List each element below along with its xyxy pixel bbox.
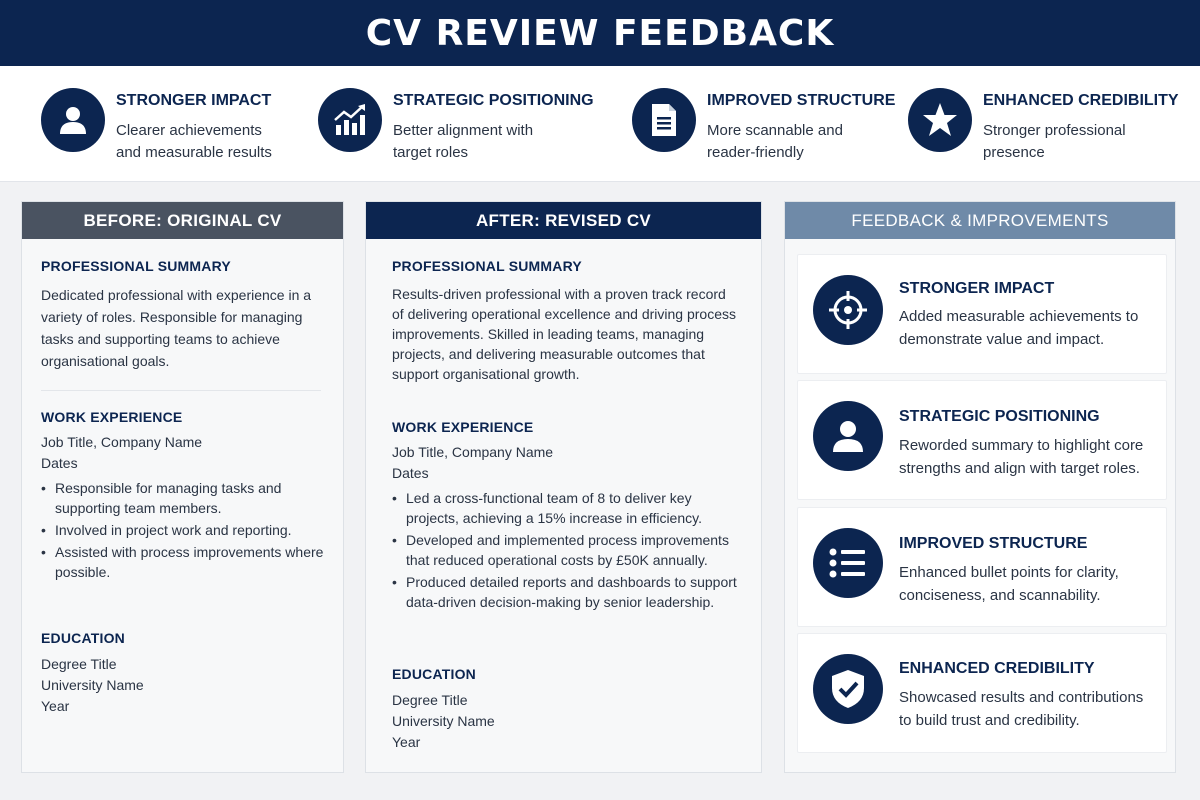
before-work-section	[41, 409, 327, 584]
feedback-desc: Enhanced bullet points for clarity, conciseness, and scannability.	[899, 564, 1119, 604]
page-title: CV REVIEW FEEDBACK	[365, 12, 835, 54]
highlight-desc: Stronger professional presence	[983, 122, 1126, 161]
highlight-title: IMPROVED STRUCTURE	[707, 92, 896, 109]
summary-text: Dedicated professional with experience in a variety of roles. Responsible for managing tasks and supporting teams to achieve organisational goals.	[41, 287, 312, 369]
degree-line: Degree Title	[41, 656, 117, 672]
dates-line: Dates	[392, 465, 429, 481]
year-line: Year	[392, 734, 421, 750]
highlight-title: STRATEGIC POSITIONING	[393, 92, 594, 109]
experience-bullets	[392, 488, 739, 612]
after-summary-section	[392, 258, 739, 384]
feedback-title: STRONGER IMPACT	[899, 280, 1055, 297]
feedback-desc: Added measurable achievements to demonstrate value and impact.	[899, 308, 1139, 348]
job-line: Job Title, Company Name	[41, 434, 203, 450]
before-panel	[21, 201, 344, 773]
feedback-heading: FEEDBACK & IMPROVEMENTS	[785, 202, 1175, 239]
document-icon	[632, 88, 696, 152]
feedback-panel	[784, 201, 1176, 773]
title-banner	[0, 0, 1200, 66]
divider	[41, 390, 321, 391]
feedback-item-strategic-positioning	[797, 380, 1167, 500]
bullet-item: • Produced detailed reports and dashboards to support data-driven decision-making by senior leadership.	[392, 572, 739, 612]
feedback-item-enhanced-credibility	[797, 633, 1167, 753]
before-heading: BEFORE: ORIGINAL CV	[22, 202, 343, 239]
dates-line: Dates	[41, 455, 78, 471]
feedback-item-stronger-impact	[797, 254, 1167, 374]
experience-bullets	[41, 478, 327, 582]
list-icon	[813, 528, 883, 598]
feedback-title: IMPROVED STRUCTURE	[899, 535, 1088, 552]
growth-chart-icon	[318, 88, 382, 152]
university-line: University Name	[392, 713, 495, 729]
bullet-item: • Led a cross-functional team of 8 to deliver key projects, achieving a 15% increase in efficiency.	[392, 488, 739, 528]
section-title: PROFESSIONAL SUMMARY	[392, 258, 582, 274]
year-line: Year	[41, 698, 70, 714]
before-summary-section	[41, 258, 327, 372]
highlight-desc: More scannable and reader-friendly	[707, 122, 843, 161]
after-education-section	[392, 666, 739, 753]
section-title: WORK EXPERIENCE	[392, 419, 534, 435]
section-title: EDUCATION	[41, 630, 125, 646]
feedback-desc: Reworded summary to highlight core strengths and align with target roles.	[899, 437, 1144, 477]
highlight-desc: Better alignment with target roles	[393, 122, 534, 161]
highlight-desc: Clearer achievements and measurable results	[116, 122, 272, 161]
person-icon	[813, 401, 883, 471]
after-panel	[365, 201, 762, 773]
after-heading: AFTER: REVISED CV	[366, 202, 761, 239]
feedback-title: ENHANCED CREDIBILITY	[899, 660, 1095, 677]
feedback-item-improved-structure	[797, 507, 1167, 627]
job-line: Job Title, Company Name	[392, 444, 554, 460]
feedback-desc: Showcased results and contributions to build trust and credibility.	[899, 689, 1144, 729]
shield-check-icon	[813, 654, 883, 724]
person-icon	[41, 88, 105, 152]
highlight-title: ENHANCED CREDIBILITY	[983, 92, 1179, 109]
before-education-section	[41, 630, 327, 717]
star-icon	[908, 88, 972, 152]
feedback-title: STRATEGIC POSITIONING	[899, 408, 1100, 425]
summary-text: Results-driven professional with a proven track record of delivering operational excellence and driving process improvements. Skilled in leading teams, managing projects, and delivering measurable outcomes that support organisational growth.	[392, 286, 736, 382]
bullet-item: • Involved in project work and reporting.	[41, 520, 327, 540]
university-line: University Name	[41, 677, 144, 693]
section-title: WORK EXPERIENCE	[41, 409, 183, 425]
section-title: EDUCATION	[392, 666, 476, 682]
degree-line: Degree Title	[392, 692, 468, 708]
target-icon	[813, 275, 883, 345]
after-work-section	[392, 419, 739, 614]
section-title: PROFESSIONAL SUMMARY	[41, 258, 231, 274]
highlights-row	[0, 66, 1200, 182]
bullet-item: • Developed and implemented process improvements that reduced operational costs by £50K annually.	[392, 530, 739, 570]
bullet-item: • Assisted with process improvements where possible.	[41, 542, 327, 582]
bullet-item: • Responsible for managing tasks and supporting team members.	[41, 478, 327, 518]
highlight-title: STRONGER IMPACT	[116, 92, 272, 109]
